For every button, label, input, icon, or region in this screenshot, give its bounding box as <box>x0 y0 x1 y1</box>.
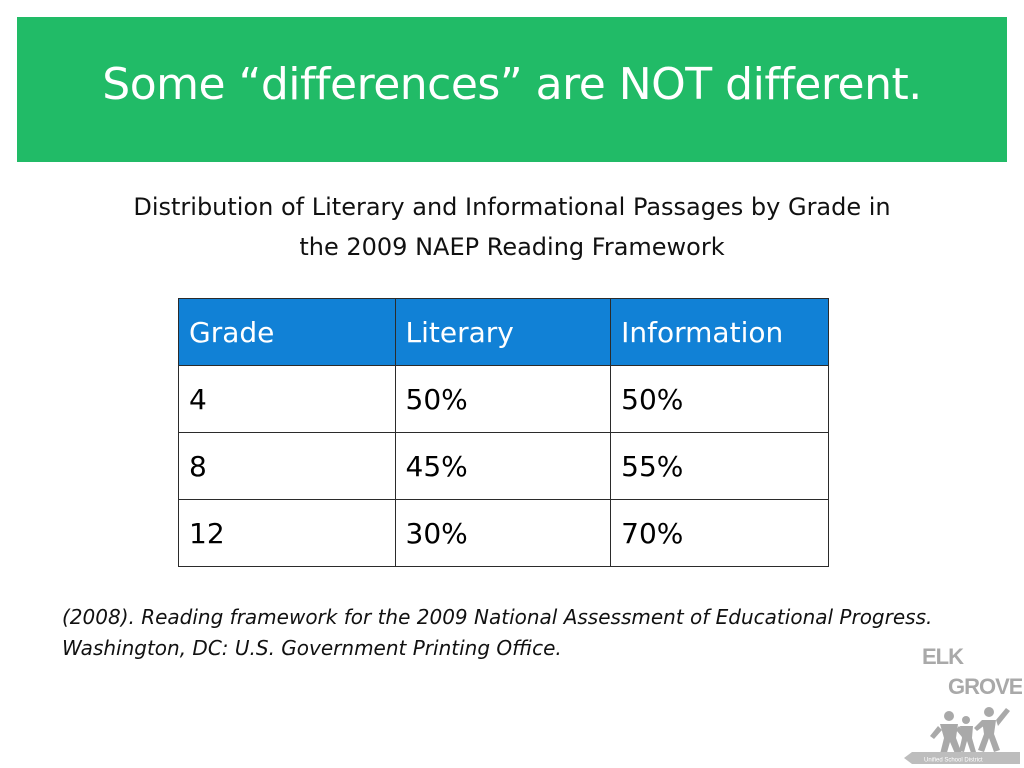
table-caption-line-1: Distribution of Literary and Informational Passages by Grade in <box>133 193 891 221</box>
citation <box>62 602 982 664</box>
table-caption <box>60 187 964 267</box>
cell-literary: 30% <box>395 500 611 567</box>
citation-line-2: Washington, DC: U.S. Government Printing Office. <box>62 636 562 660</box>
logo-tagline: Unified School District <box>924 757 983 764</box>
cell-grade: 12 <box>179 500 396 567</box>
cell-literary: 45% <box>395 433 611 500</box>
slide-title: Some “differences” are NOT different. <box>102 59 922 110</box>
header-grade: Grade <box>179 299 396 366</box>
table-row <box>179 500 829 567</box>
table-row <box>179 433 829 500</box>
title-bar <box>17 17 1007 162</box>
header-information: Information <box>611 299 829 366</box>
logo-figures-icon <box>930 707 1010 756</box>
citation-line-1: (2008). Reading framework for the 2009 National Assessment of Educational Progress. <box>62 605 933 629</box>
cell-grade: 8 <box>179 433 396 500</box>
header-literary: Literary <box>395 299 611 366</box>
cell-information: 70% <box>611 500 829 567</box>
elk-grove-logo <box>902 640 1022 764</box>
passage-distribution-table <box>178 298 829 567</box>
logo-word-elk: ELK <box>922 644 963 669</box>
cell-literary: 50% <box>395 366 611 433</box>
logo-word-grove: GROVE <box>948 674 1022 699</box>
table-caption-line-2: the 2009 NAEP Reading Framework <box>299 233 725 261</box>
table-row <box>179 366 829 433</box>
table-header-row <box>179 299 829 366</box>
cell-information: 55% <box>611 433 829 500</box>
cell-information: 50% <box>611 366 829 433</box>
cell-grade: 4 <box>179 366 396 433</box>
